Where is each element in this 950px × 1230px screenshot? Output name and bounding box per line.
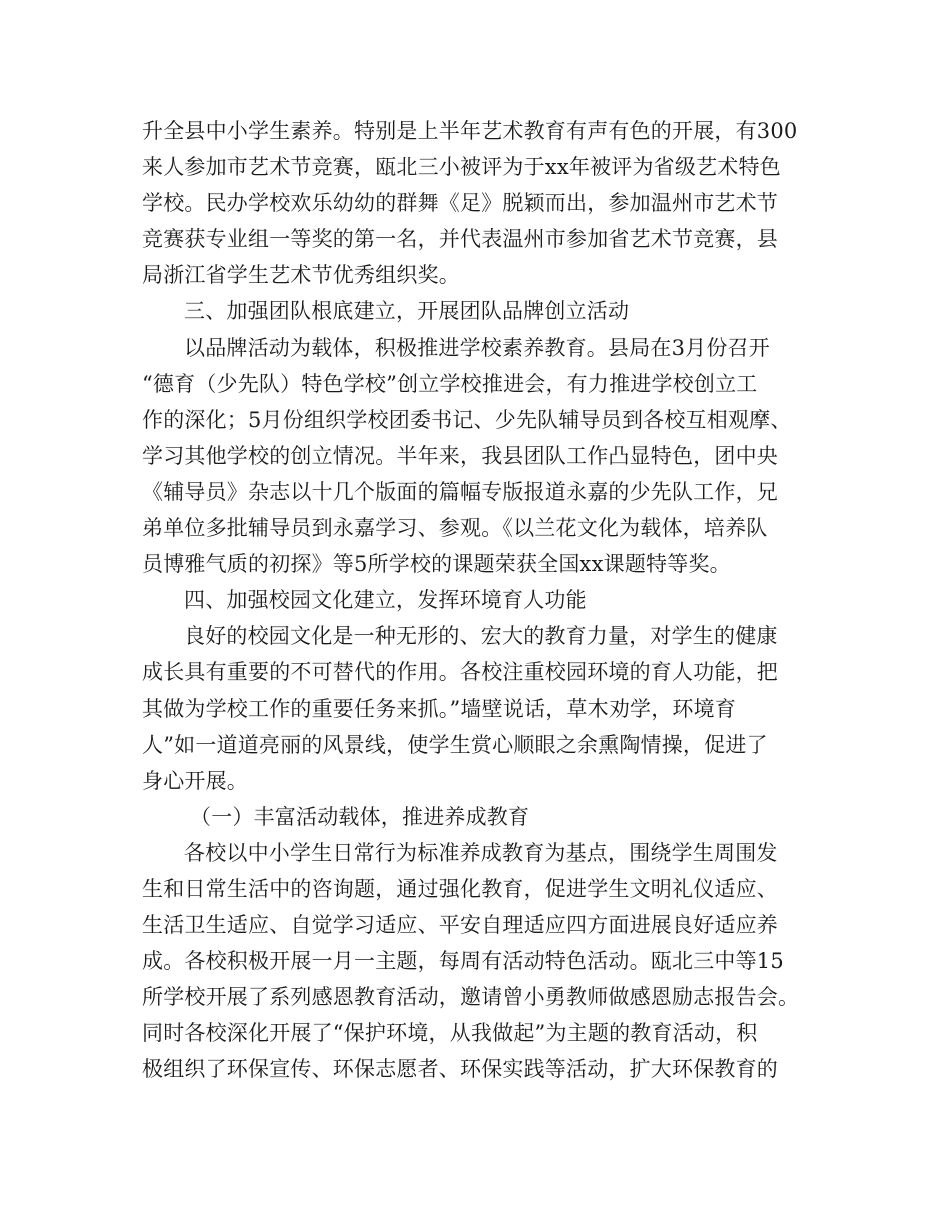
text-line: 生和日常生活中的咨询题，通过强化教育，促进学生文明礼仪适应、 bbox=[142, 876, 778, 901]
text-line: 各校以中小学生日常行为标准养成教育为基点，围绕学生周围发 bbox=[184, 840, 778, 865]
text-line: 所学校开展了系列感恩教育活动，邀请曾小勇教师做感恩励志报告会。 bbox=[142, 985, 800, 1010]
text-line: 生活卫生适应、自觉学习适应、平安自理适应四方面进展良好适应养 bbox=[142, 913, 778, 938]
text-line: “德育（少先队）特色学校”创立学校推进会，有力推进学校创立工 bbox=[142, 371, 758, 396]
text-line: 学习其他学校的创立情况。半年来，我县团队工作凸显特色，团中央 bbox=[142, 443, 778, 468]
text-line: 来人参加市艺术节竞赛，瓯北三小被评为于xx年被评为省级艺术特色 bbox=[142, 155, 781, 180]
text-line: 其做为学校工作的重要任务来抓。”墙壁说话，草木劝学，环境育 bbox=[142, 696, 737, 721]
document-body bbox=[142, 113, 814, 1088]
text-line: 作的深化；5月份组织学校团委书记、少先队辅导员到各校互相观摩、 bbox=[142, 407, 792, 432]
text-line: 极组织了环保宣传、环保志愿者、环保实践等活动，扩大环保教育的 bbox=[142, 1057, 778, 1082]
text-line: 《辅导员》杂志以十几个版面的篇幅专版报道永嘉的少先队工作，兄 bbox=[142, 479, 778, 504]
text-line: （一）丰富活动载体，推进养成教育 bbox=[190, 804, 530, 829]
text-line: 成。各校积极开展一月一主题，每周有活动特色活动。瓯北三中等15 bbox=[142, 949, 784, 974]
text-line: 员博雅气质的初探》等5所学校的课题荣获全国xx课题特等奖。 bbox=[142, 552, 731, 577]
text-line: 四、加强校园文化建立，发挥环境育人功能 bbox=[184, 588, 587, 613]
text-line: 升全县中小学生素养。特别是上半年艺术教育有声有色的开展，有300 bbox=[142, 119, 798, 143]
text-line: 三、加强团队根底建立，开展团队品牌创立活动 bbox=[184, 299, 630, 324]
text-line: 竞赛获专业组一等奖的第一名，并代表温州市参加省艺术节竞赛，县 bbox=[142, 227, 778, 252]
text-line: 人”如一道道亮丽的风景线，使学生赏心顺眼之余熏陶情操，促进了 bbox=[142, 732, 768, 757]
text-line: 身心开展。 bbox=[142, 768, 248, 793]
text-line: 同时各校深化开展了“保护环境，从我做起”为主题的教育活动，积 bbox=[142, 1021, 758, 1046]
text-line: 弟单位多批辅导员到永嘉学习、参观。《以兰花文化为载体，培养队 bbox=[142, 516, 768, 541]
text-line: 学校。民办学校欢乐幼幼的群舞《足》脱颖而出，参加温州市艺术节 bbox=[142, 191, 778, 216]
text-line: 成长具有重要的不可替代的作用。各校注重校园环境的育人功能，把 bbox=[142, 660, 778, 685]
text-line: 局浙江省学生艺术节优秀组织奖。 bbox=[142, 263, 460, 288]
text-line: 以品牌活动为载体，积极推进学校素养教育。县局在3月份召开 bbox=[184, 335, 770, 360]
text-line: 良好的校园文化是一种无形的、宏大的教育力量，对学生的健康 bbox=[184, 624, 778, 649]
